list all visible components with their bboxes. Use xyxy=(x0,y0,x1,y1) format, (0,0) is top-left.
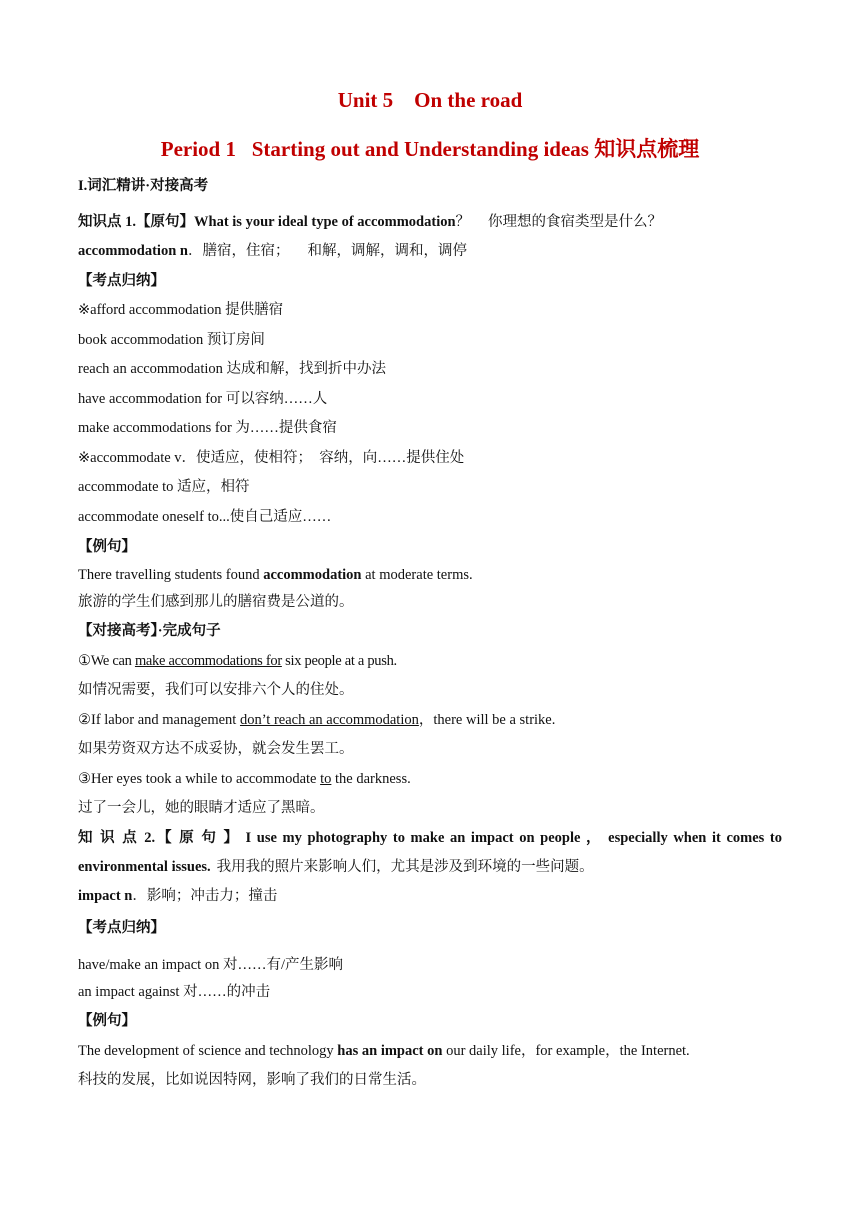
point2-word-dot: ． xyxy=(132,888,147,904)
question-text: ③Her eyes took a while to accommodate xyxy=(78,771,321,787)
exam-question-1 xyxy=(78,651,782,671)
point1-meaning2: 和解，调解，调和，调停 xyxy=(307,243,467,259)
example-text: our daily life，for example，the Internet. xyxy=(442,1043,690,1059)
point2-word: impact n xyxy=(78,888,133,904)
point1-question-mark: ？ xyxy=(455,214,471,230)
exam-question-1-translation: 如情况需要，我们可以安排六个人的住处。 xyxy=(78,682,354,698)
phrase-item: reach an accommodation 达成和解，找到折中办法 xyxy=(78,361,387,377)
phrase-item: have/make an impact on 对……有/产生影响 xyxy=(78,957,343,973)
point2-meaning: 影响；冲击力；撞击 xyxy=(146,888,278,904)
point1-word-definition xyxy=(78,241,782,261)
point1-word: accommodation n xyxy=(78,243,188,259)
section-heading: I.词汇精讲·对接高考 xyxy=(78,178,209,194)
phrase-item: ※afford accommodation 提供膳宿 xyxy=(78,302,284,318)
question-text: six people at a push. xyxy=(281,653,397,669)
example-text: The development of science and technology xyxy=(78,1043,338,1059)
phrase-item: make accommodations for 为……提供食宿 xyxy=(78,420,337,436)
point1-translation: 你理想的食宿类型是什么？ xyxy=(488,214,663,230)
point2-word-definition xyxy=(78,886,782,906)
point2-original-sentence-line2 xyxy=(78,857,782,877)
point1-word-dot: ． xyxy=(187,243,203,259)
unit-title: Unit 5 On the road xyxy=(337,88,523,112)
answer-blank: don’t reach an accommodation xyxy=(239,712,419,728)
exam-question-3-translation: 过了一会儿，她的眼睛才适应了黑暗。 xyxy=(78,800,325,816)
point2-key-heading: 【考点归纳】 xyxy=(78,920,165,936)
point1-label: 知识点 1.【原句】 xyxy=(78,214,194,230)
question-text: ②If labor and management xyxy=(78,712,240,728)
answer-blank: to xyxy=(320,771,332,787)
point1-example-heading: 【例句】 xyxy=(78,539,136,555)
exam-question-2 xyxy=(78,710,782,730)
phrase-item: have accommodation for 可以容纳……人 xyxy=(78,391,328,407)
phrase-item: an impact against 对……的冲击 xyxy=(78,984,271,1000)
point2-example-translation: 科技的发展，比如说因特网，影响了我们的日常生活。 xyxy=(78,1072,426,1088)
phrase-item: book accommodation 预订房间 xyxy=(78,332,265,348)
example-keyword: accommodation xyxy=(263,567,362,583)
answer-blank: make accommodations for xyxy=(134,653,282,669)
example-text: There travelling students found xyxy=(78,567,264,583)
point2-example-heading: 【例句】 xyxy=(78,1013,136,1029)
example-keyword: has an impact on xyxy=(337,1043,443,1059)
point2-sentence-end: environmental issues. xyxy=(78,859,211,875)
question-text: ，there will be a strike. xyxy=(418,712,556,728)
example-text: at moderate terms. xyxy=(361,567,473,583)
phrase-item: ※accommodate v．使适应，使相符； 容纳，向……提供住处 xyxy=(78,450,465,466)
point1-original-sentence xyxy=(78,212,782,232)
point1-example-translation: 旅游的学生们感到那儿的膳宿费是公道的。 xyxy=(78,594,354,610)
point2-original-sentence-line1: 知 识 点 2.【 原 句 】 I use my photography to make an impact on people ， especially when it comes to xyxy=(78,830,782,846)
exam-question-3 xyxy=(78,769,782,789)
exam-question-2-translation: 如果劳资双方达不成妥协，就会发生罢工。 xyxy=(78,741,354,757)
point2-example-sentence xyxy=(78,1041,782,1061)
point1-example-sentence xyxy=(78,565,782,585)
point1-meaning1: 膳宿，住宿； xyxy=(202,243,290,259)
point1-key-heading: 【考点归纳】 xyxy=(78,273,165,289)
point2-translation: 我用我的照片来影响人们，尤其是涉及到环境的一些问题。 xyxy=(216,859,594,875)
question-text: the darkness. xyxy=(331,771,411,787)
phrase-item: accommodate oneself to...使自己适应…… xyxy=(78,509,332,525)
period-title: Period 1 Starting out and Understanding ideas 知识点梳理 xyxy=(160,137,700,161)
point1-sentence: What is your ideal type of accommodation xyxy=(194,214,456,230)
question-text: ①We can xyxy=(78,653,135,669)
phrase-item: accommodate to 适应，相符 xyxy=(78,479,250,495)
point1-exam-heading: 【对接高考】·完成句子 xyxy=(78,623,221,639)
